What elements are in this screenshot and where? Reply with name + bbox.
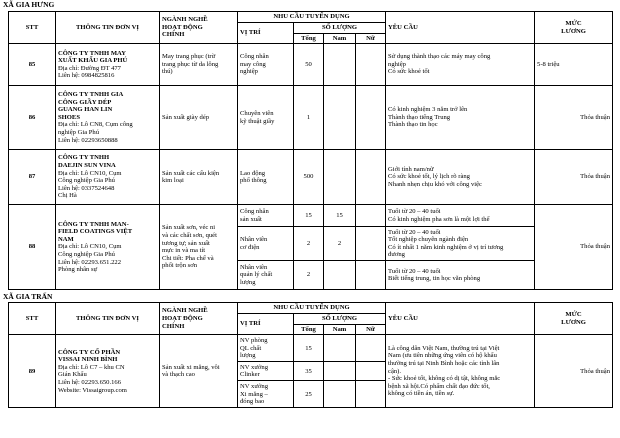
- header-stt: STT: [9, 303, 56, 335]
- position: NV phòng QL chất lượng: [238, 335, 294, 362]
- quantity-total: 2: [294, 227, 324, 261]
- header-total: Tổng: [294, 324, 324, 335]
- header-info: THÔNG TIN ĐƠN VỊ: [56, 12, 160, 44]
- requirement: Giới tính nam/nữ Có sức khoẻ tốt, lý lịch rõ ràng Nhanh nhẹn chịu khó với công việc: [386, 150, 535, 205]
- header-salary: MỨC LƯƠNG: [535, 12, 613, 44]
- quantity-total: 15: [294, 335, 324, 362]
- header-requirement: YÊU CẦU: [386, 12, 535, 44]
- position: Nhân viên cơ điện: [238, 227, 294, 261]
- table-row: [9, 205, 613, 227]
- quantity-female: [356, 86, 386, 150]
- header-male: Nam: [324, 33, 356, 44]
- salary: Thỏa thuận: [535, 335, 613, 408]
- quantity-female: [356, 44, 386, 86]
- row-stt: 85: [9, 44, 56, 86]
- quantity-total: 15: [294, 205, 324, 227]
- position: Lao động phổ thông: [238, 150, 294, 205]
- requirement: Tuổi từ 20 – 40 tuổi Tốt nghiệp chuyên ngành điện Có ít nhất 1 năm kinh nghiệm ở vị trí tương đương: [386, 227, 535, 261]
- header-info: THÔNG TIN ĐƠN VỊ: [56, 303, 160, 335]
- position: Công nhân may công nghiệp: [238, 44, 294, 86]
- position: Nhân viên quản lý chất lượng: [238, 261, 294, 290]
- header-demand: NHU CẦU TUYỂN DỤNG: [238, 12, 386, 23]
- industry: May trang phục (trừ trang phục từ da lông thú): [160, 44, 238, 86]
- salary: Thỏa thuận: [535, 150, 613, 205]
- industry: Sản xuất xi măng, vôi và thạch cao: [160, 335, 238, 408]
- position: Công nhân sản xuất: [238, 205, 294, 227]
- quantity-total: 35: [294, 362, 324, 381]
- quantity-male: [324, 86, 356, 150]
- quantity-male: 15: [324, 205, 356, 227]
- quantity-female: [356, 227, 386, 261]
- quantity-total: 1: [294, 86, 324, 150]
- header-quantity: SỐ LƯỢNG: [294, 23, 386, 34]
- row-stt: 88: [9, 205, 56, 290]
- header-total: Tổng: [294, 33, 324, 44]
- header-quantity: SỐ LƯỢNG: [294, 314, 386, 325]
- header-stt: STT: [9, 12, 56, 44]
- company-info: CÔNG TY TNHH DAEJIN SUN VINA Địa chỉ: Lô CN10, Cụm Công nghiệp Gia Phú Liên hệ: 0337524648 Chị Hà: [56, 150, 160, 205]
- quantity-male: 2: [324, 227, 356, 261]
- header-position: VỊ TRÍ: [238, 314, 294, 335]
- position: NV xưởng Clinker: [238, 362, 294, 381]
- requirement: Có kinh nghiệm 3 năm trở lên Thành thạo tiếng Trung Thành thạo tin học: [386, 86, 535, 150]
- industry: Sản xuất sơn, véc ni và các chất sơn, quét tương tự; sản xuất mực in và ma tít Chi tiết: Pha chế và phối trộn sơn: [160, 205, 238, 290]
- table-row: [9, 44, 613, 86]
- quantity-male: [324, 44, 356, 86]
- company-info: CÔNG TY CỔ PHẦN VISSAI NINH BÌNH Địa chỉ: Lô C7 – khu CN Gián Khẩu Liên hệ: 02293.650.166 Website: Vissaigroup.com: [56, 335, 160, 408]
- quantity-male: [324, 150, 356, 205]
- quantity-total: 2: [294, 261, 324, 290]
- quantity-total: 25: [294, 381, 324, 408]
- position: Chuyên viên kỹ thuật giầy: [238, 86, 294, 150]
- quantity-female: [356, 150, 386, 205]
- recruitment-table-gia-tran: [8, 302, 613, 408]
- quantity-male: [324, 362, 356, 381]
- quantity-total: 500: [294, 150, 324, 205]
- company-info: CÔNG TY TNHH MAY XUẤT KHẨU GIA PHÚ Địa chỉ: Đường ĐT 477 Liên hệ: 0984825816: [56, 44, 160, 86]
- industry: Sản xuất các cấu kiện kim loại: [160, 150, 238, 205]
- header-male: Nam: [324, 324, 356, 335]
- requirement: Tuổi từ 20 – 40 tuổi Biết tiếng trung, tin học văn phòng: [386, 261, 535, 290]
- quantity-male: [324, 335, 356, 362]
- row-stt: 86: [9, 86, 56, 150]
- salary: Thỏa thuận: [535, 205, 613, 290]
- header-requirement: YÊU CẦU: [386, 303, 535, 335]
- row-stt: 87: [9, 150, 56, 205]
- header-salary: MỨC LƯƠNG: [535, 303, 613, 335]
- requirement: Sử dụng thành thạo các máy may công nghiệp Có sức khoẻ tốt: [386, 44, 535, 86]
- salary: 5-8 triệu: [535, 44, 613, 86]
- table-row: [9, 150, 613, 205]
- quantity-female: [356, 261, 386, 290]
- recruitment-table-gia-hung: [8, 11, 613, 290]
- salary: Thỏa thuận: [535, 86, 613, 150]
- company-info: CÔNG TY TNHH MAN- FIELD COATINGS VIỆT NAM Địa chỉ: Lô CN10, Cụm Công nghiệp Gia Phú Liên hệ: 02293.651.222 Phòng nhân sự: [56, 205, 160, 290]
- header-position: VỊ TRÍ: [238, 23, 294, 44]
- header-female: Nữ: [356, 324, 386, 335]
- industry: Sản xuất giày dép: [160, 86, 238, 150]
- table-row: [9, 86, 613, 150]
- quantity-female: [356, 205, 386, 227]
- quantity-female: [356, 362, 386, 381]
- header-female: Nữ: [356, 33, 386, 44]
- table-row: [9, 335, 613, 362]
- section-title-gia-hung: XÃ GIA HƯNG: [3, 0, 55, 9]
- quantity-male: [324, 261, 356, 290]
- quantity-male: [324, 381, 356, 408]
- quantity-female: [356, 335, 386, 362]
- position: NV xưởng Xi măng – đóng bao: [238, 381, 294, 408]
- header-demand: NHU CẦU TUYỂN DỤNG: [238, 303, 386, 314]
- section-title-gia-tran: XÃ GIA TRẤN: [3, 292, 53, 302]
- requirement: Là công dân Việt Nam, thường trú tại Việt Nam (ưu tiên những ứng viên có hộ khẩu thường trú tại Ninh Bình hoặc các tỉnh lân cận). - Sức khoẻ tốt, không có dị tật, không mắc bệnh xã hội.Có phẩm chất đạo đức tốt, không có tiền án, tiền sự.: [386, 335, 535, 408]
- header-industry: NGÀNH NGHỀ HOẠT ĐỘNG CHÍNH: [160, 12, 238, 44]
- company-info: CÔNG TY TNHH GIA CÔNG GIẦY DÉP GUANG HAN LIN SHOES Địa chỉ: Lô CN8, Cụm công nghiệp Gia Phú Liên hệ: 02293650888: [56, 86, 160, 150]
- row-stt: 89: [9, 335, 56, 408]
- quantity-total: 50: [294, 44, 324, 86]
- quantity-female: [356, 381, 386, 408]
- header-industry: NGÀNH NGHỀ HOẠT ĐỘNG CHÍNH: [160, 303, 238, 335]
- requirement: Tuổi từ 20 – 40 tuổi Có kinh nghiệm pha sơn là một lợi thế: [386, 205, 535, 227]
